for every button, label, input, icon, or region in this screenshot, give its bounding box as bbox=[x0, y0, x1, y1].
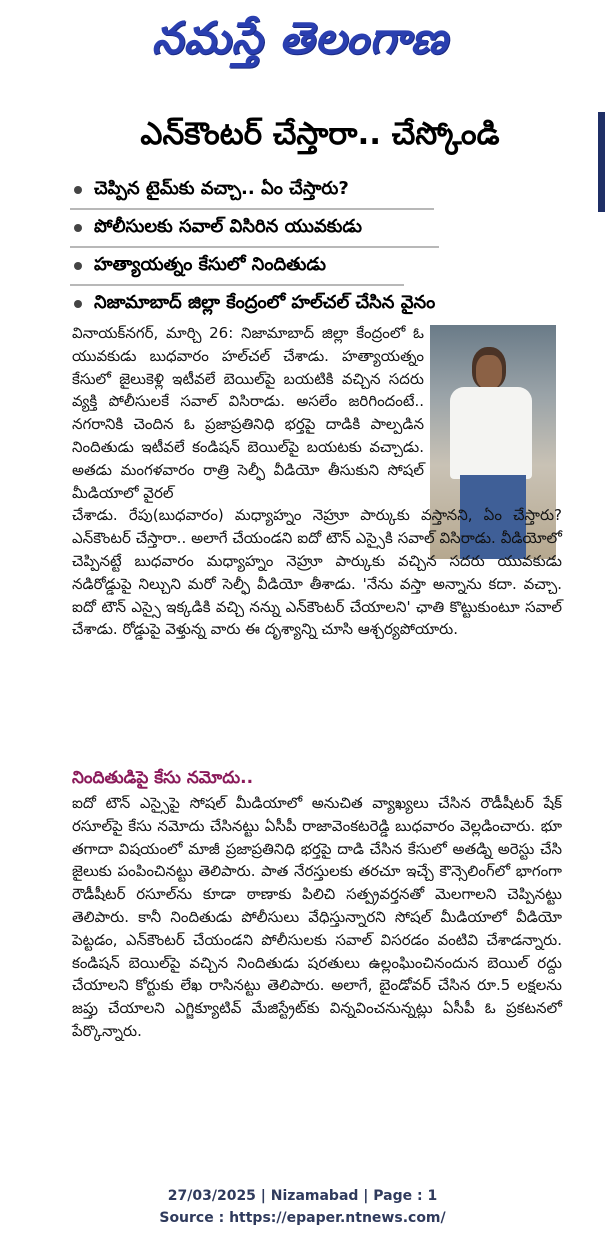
bullet-text: నిజామాబాద్ జిల్లా కేంద్రంలో హల్‌చల్ చేసిన వైనం bbox=[94, 292, 436, 313]
article-paragraph-continued: చేశాడు. రేపు(బుధవారం) మధ్యాహ్నం నెహ్రూ పార్కుకు వస్తానని, ఏం చేస్తారు? ఎన్‌కౌంటర్ చేస్తారా.. అలాగే చేయండని ఐదో టౌన్ ఎస్సైకి సవాల్ విసిరాడు. వీడియోలో చెప్పినట్టే బుధవారం మధ్యాహ్నం నెహ్రూ పార్కుకు వచ్చిన సదరు యువకుడు నడిరోడ్డుపై నిల్చుని మరో సెల్ఫీ వీడియో తీశాడు. 'నేను వస్తా అన్నాను కదా. వచ్చా. ఐదో టౌన్ ఎస్సై ఇక్కడికి వచ్చి నన్ను ఎన్‌కౌంటర్ చేయాలని' ఛాతి కొట్టుకుంటూ సవాల్ చేశాడు. రోడ్డుపై వెళ్తున్న వారు ఈ దృశ్యాన్ని చూసి ఆశ్చర్యపోయారు. bbox=[72, 506, 562, 639]
bullet-dot-icon bbox=[74, 224, 82, 232]
bullet-item bbox=[70, 210, 439, 248]
article-paragraph-intro: వినాయక్‌నగర్, మార్చి 26: నిజామాబాద్ జిల్లా కేంద్రంలో ఓ యువకుడు బుధవారం హల్‌చల్ చేశాడు. హత్యాయత్నం కేసులో జైలుకెళ్లి ఇటీవలే బెయిల్‌పై బయటికి వచ్చిన సదరు వ్యక్తి పోలీసులకే సవాల్ విసిరాడు. అసలేం జరిగిందంటే.. నగరానికి చెందిన ఓ ప్రజాప్రతినిధి భర్తపై దాడికి పాల్పడిన నిందితుడు ఇటీవలే కండిషన్ బెయిల్‌పై బయటకు వచ్చాడు. అతడు మంగళవారం రాత్రి సెల్ఫీ వీడియో తీసుకుని సోషల్ మీడియాలో వైరల్ bbox=[72, 324, 424, 502]
bullet-item bbox=[70, 248, 404, 286]
article-paragraph-case: ఐదో టౌన్ ఎస్సైపై సోషల్ మీడియాలో అనుచిత వ్యాఖ్యలు చేసిన రౌడీషీటర్ షేక్ రసూల్‌పై కేసు నమోదు చేసినట్టు ఏసీపీ రాజావెంకటరెడ్డి బుధవారం వెల్లడించారు. భూ తగాదా విషయంలో మాజీ ప్రజాప్రతినిధి భర్తపై దాడి చేసిన కేసులో అతడ్ని అరెస్టు చేసి జైలుకు పంపించినట్టు తెలిపారు. పాత నేరస్తులకు తరచూ ఇచ్చే కౌన్సెలింగ్‌లో భాగంగా రౌడీషీటర్ రసూల్‌ను కూడా ఠాణాకు పిలిచి సత్ప్రవర్తనతో మెలగాలని చెప్పినట్టు తెలిపారు. కానీ నిందితుడు పోలీసులు వేధిస్తున్నారని సోషల్ మీడియాలో వీడియో పెట్టడం, ఎన్‌కౌంటర్ చేయండని పోలీసులకు సవాల్ విసరడం వంటివి చేశాడన్నారు. కండిషన్ బెయిల్‌పై వచ్చిన నిందితుడు షరతులు ఉల్లంఘించినందున బెయిల్ రద్దు చేయాలని కోర్టుకు లేఖ రాసినట్టు తెలిపారు. అలాగే, బైండోవర్ చేసిన రూ.5 లక్షలను జప్తు చేయాలని ఎగ్జిక్యూటివ్ మేజిస్ట్రేట్‌కు విన్నవించనున్నట్లు ఏసీపీ ఓ ప్రకటనలో పేర్కొన్నారు. bbox=[72, 794, 562, 1040]
bullet-text: పోలీసులకు సవాల్ విసిరిన యువకుడు bbox=[94, 216, 362, 237]
page-edge-strip bbox=[598, 112, 605, 212]
bullet-points bbox=[70, 172, 560, 322]
article-body-section2 bbox=[72, 792, 562, 1043]
source-link[interactable]: Source : https://epaper.ntnews.com/ bbox=[159, 1210, 446, 1226]
article-headline: ఎన్‌కౌంటర్ చేస్తారా.. చేస్కోండి bbox=[140, 116, 500, 152]
bullet-item bbox=[70, 286, 559, 322]
edition-info: 27/03/2025 | Nizamabad | Page : 1 bbox=[167, 1188, 438, 1204]
bullet-dot-icon bbox=[74, 186, 82, 194]
newspaper-masthead: నమస్తే తెలంగాణ bbox=[151, 13, 449, 64]
article-subheading: నిందితుడిపై కేసు నమోదు.. bbox=[72, 768, 254, 788]
bullet-dot-icon bbox=[74, 262, 82, 270]
bullet-text: చెప్పిన టైమ్‌కు వచ్చా.. ఏం చేస్తారు? bbox=[94, 178, 349, 199]
article-body bbox=[72, 322, 562, 641]
bullet-item bbox=[70, 172, 434, 210]
page-footer bbox=[0, 1185, 605, 1229]
bullet-text: హత్యాయత్నం కేసులో నిందితుడు bbox=[94, 254, 326, 275]
bullet-dot-icon bbox=[74, 300, 82, 308]
